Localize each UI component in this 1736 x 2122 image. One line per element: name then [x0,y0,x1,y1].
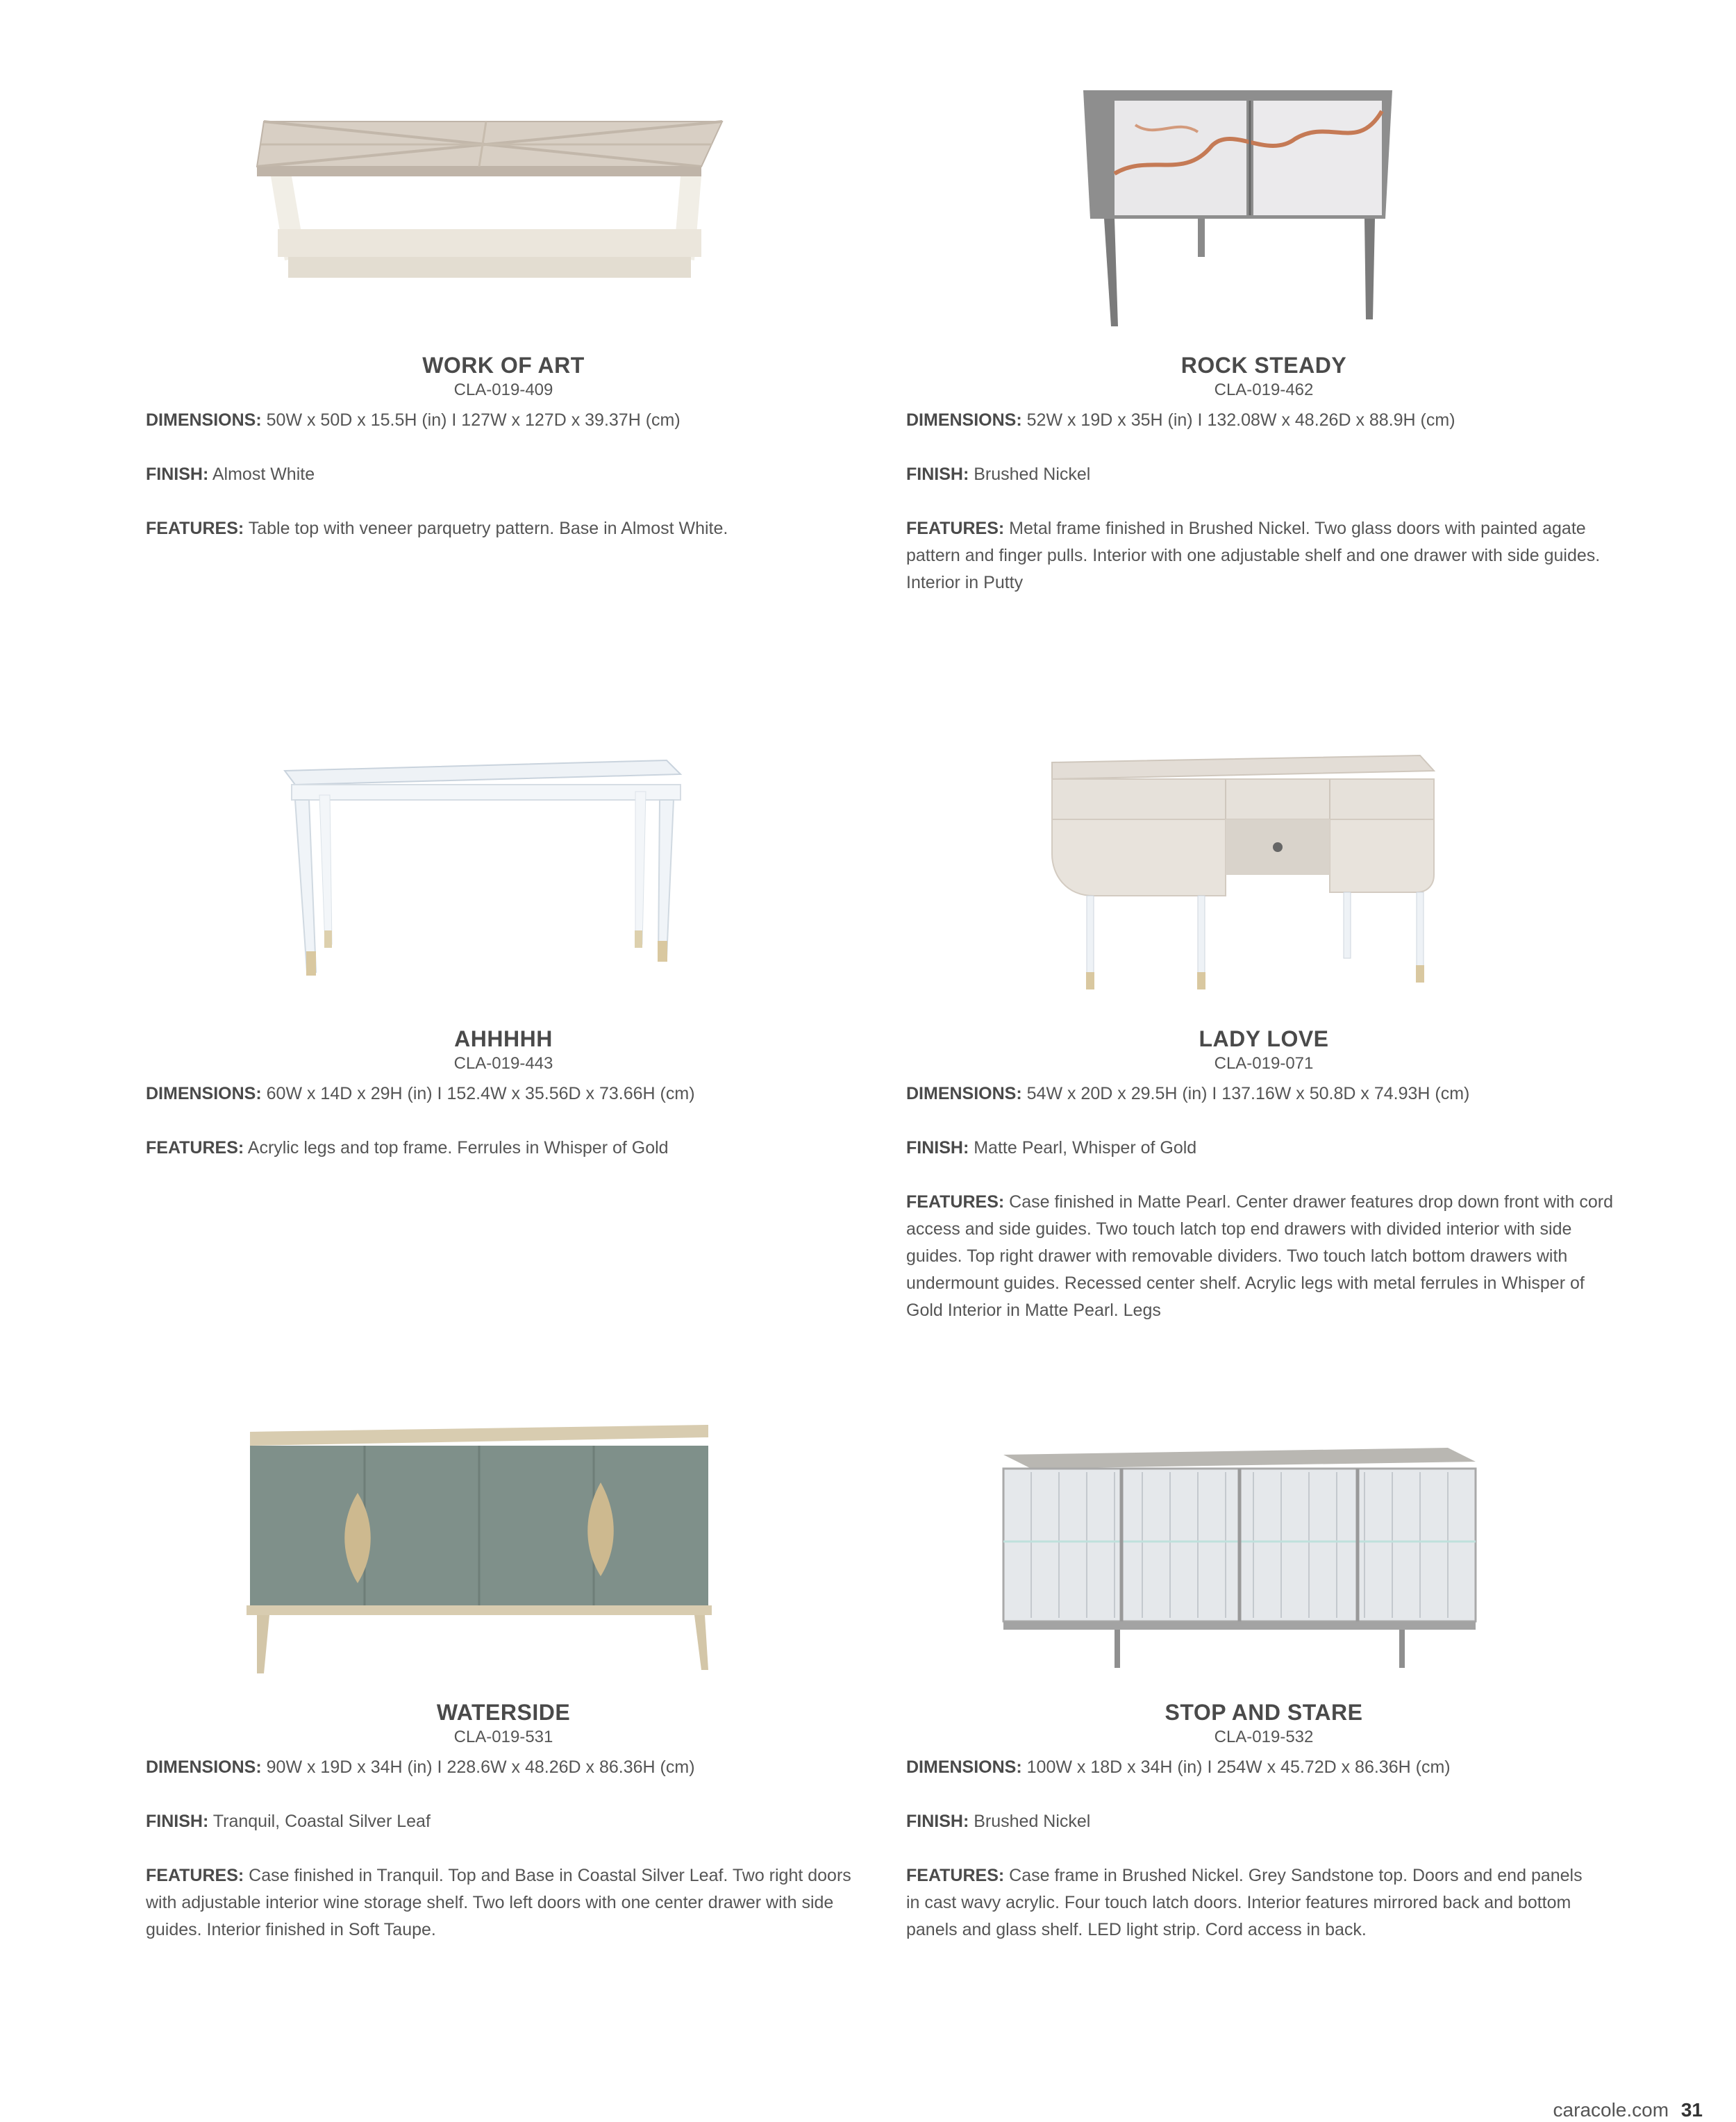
page-footer [1553,2099,1703,2121]
product-name: ROCK STEADY [1180,353,1347,378]
product-sku: CLA-019-462 [1214,381,1314,399]
product-name: WORK OF ART [422,353,585,378]
product-name: AHHHHH [454,1026,553,1051]
product-name: LADY LOVE [1199,1026,1329,1051]
product-image-display-cabinet [906,1417,1684,1708]
dimensions-line: DIMENSIONS: 90W x 19D x 34H (in) I 228.6W x 48.26D x 86.36H (cm) [146,1757,695,1777]
finish-line: FINISH: Brushed Nickel [906,465,1091,484]
product-sku: CLA-019-532 [1214,1728,1314,1746]
finish-line: FINISH: Matte Pearl, Whisper of Gold [906,1138,1197,1158]
product-image-cabinet [906,69,1684,361]
features-line: FEATURES: Metal frame finished in Brushed Nickel. Two glass doors with painted agate pattern and finger pulls. Interior with one adjustable shelf and one drawer with side guides. Interior in Putty [906,519,1601,592]
product-name: WATERSIDE [436,1700,571,1725]
product-sku: CLA-019-531 [453,1728,553,1746]
product-sku: CLA-019-409 [453,381,553,399]
features-line: FEATURES: Acrylic legs and top frame. Ferrules in Whisper of Gold [146,1138,669,1158]
features-line: FEATURES: Case frame in Brushed Nickel. Grey Sandstone top. Doors and end panels in cast wavy acrylic. Four touch latch doors. Interior features mirrored back and bottom panels and glass shelf. LED light strip. Cord access in back. [906,1866,1583,1939]
page-number: 31 [1680,2099,1703,2121]
finish-line: FINISH: Brushed Nickel [906,1812,1091,1831]
dimensions-line: DIMENSIONS: 52W x 19D x 35H (in) I 132.08W x 48.26D x 88.9H (cm) [906,410,1455,430]
product-image-desk [906,743,1684,1035]
product-image-coffee-table [146,69,924,361]
product-name: STOP AND STARE [1165,1700,1363,1725]
footer-site-link[interactable]: caracole.com [1553,2099,1669,2121]
dimensions-line: DIMENSIONS: 60W x 14D x 29H (in) I 152.4W x 35.56D x 73.66H (cm) [146,1084,695,1103]
dimensions-line: DIMENSIONS: 100W x 18D x 34H (in) I 254W x 45.72D x 86.36H (cm) [906,1757,1451,1777]
dimensions-line: DIMENSIONS: 50W x 50D x 15.5H (in) I 127W x 127D x 39.37H (cm) [146,410,681,430]
product-sku: CLA-019-071 [1214,1054,1314,1073]
product-sku: CLA-019-443 [453,1054,553,1073]
dimensions-line: DIMENSIONS: 54W x 20D x 29.5H (in) I 137.16W x 50.8D x 74.93H (cm) [906,1084,1470,1103]
features-line: FEATURES: Table top with veneer parquetry pattern. Base in Almost White. [146,519,728,538]
product-image-credenza [146,1417,924,1708]
finish-line: FINISH: Tranquil, Coastal Silver Leaf [146,1812,431,1831]
features-line: FEATURES: Case finished in Matte Pearl. Center drawer features drop down front with cord access and side guides. Two touch latch top end drawers with divided interior with side guides. Top right drawer with removable dividers. Two touch latch bottom drawers with undermount guides. Recessed center shelf. Acrylic legs with metal ferrules in Whisper of Gold Interior in Matte Pearl. Legs [906,1192,1614,1320]
features-line: FEATURES: Case finished in Tranquil. Top and Base in Coastal Silver Leaf. Two right doors with adjustable interior wine storage shelf. Two left doors with one center drawer with side guides. Interior finished in Soft Taupe. [146,1866,851,1939]
finish-line: FINISH: Almost White [146,465,315,484]
product-image-console [146,743,924,1035]
